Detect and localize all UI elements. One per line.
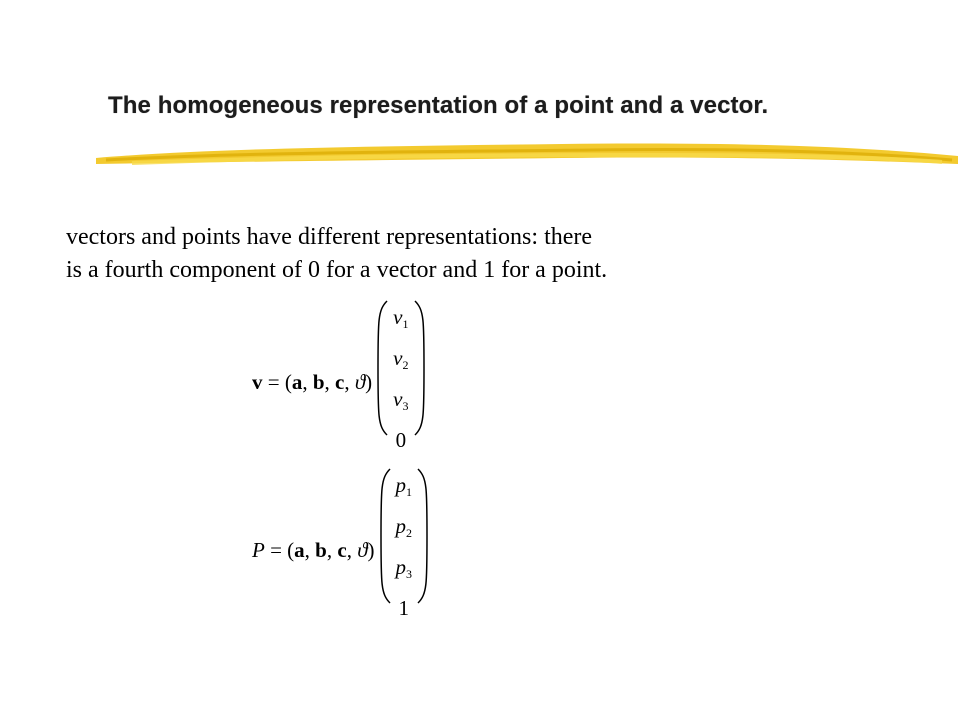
title-highlight-stroke <box>92 130 960 176</box>
cell-letter: 0 <box>395 428 407 452</box>
cell-index: 1 <box>402 317 409 331</box>
body-text: vectors and points have different representations: there is a fourth component of 0 for a vector and 1 for a point. <box>66 224 608 283</box>
right-bracket <box>416 468 430 604</box>
tuple-item: a <box>291 369 303 394</box>
right-bracket <box>413 300 427 436</box>
tuple-item: b <box>312 369 325 394</box>
tuple-item: a <box>294 537 305 562</box>
close-paren: ) <box>367 537 375 562</box>
equation-lhs: P = (a, b, c, ϑ) <box>252 537 375 562</box>
equation-lhs: v = (a, b, c, ϑ) <box>252 369 373 394</box>
cell-letter: p <box>395 555 406 579</box>
component-matrix <box>375 300 426 464</box>
component-matrix <box>378 468 431 632</box>
tuple-item: ϑ <box>354 369 366 394</box>
open-paren: ( <box>284 369 292 394</box>
cell-index: 2 <box>402 358 409 372</box>
tuple-item: c <box>335 369 345 394</box>
tuple-item: c <box>337 537 347 562</box>
close-paren: ) <box>365 369 373 394</box>
cell-letter: v <box>393 305 403 329</box>
tuple-item: ϑ <box>357 537 368 562</box>
cell-letter: p <box>395 514 406 538</box>
lhs-symbol: P <box>252 537 265 562</box>
left-bracket <box>375 300 389 436</box>
slide-title: The homogeneous representation of a point and a vector. <box>108 92 769 119</box>
cell-index: 3 <box>402 399 409 413</box>
tuple-item: b <box>315 537 327 562</box>
point-equation <box>252 468 430 632</box>
left-bracket <box>378 468 392 604</box>
cell-letter: v <box>393 346 403 370</box>
cell-letter: 1 <box>398 596 409 620</box>
lhs-symbol: v <box>252 369 263 394</box>
open-paren: ( <box>287 537 295 562</box>
cell-letter: v <box>393 387 403 411</box>
cell-index: 3 <box>406 567 412 581</box>
cell-letter: p <box>395 473 406 497</box>
equals-sign: = <box>270 537 282 562</box>
vector-equation <box>252 300 427 464</box>
cell-index: 2 <box>406 526 412 540</box>
equals-sign: = <box>267 369 280 394</box>
cell-index: 1 <box>406 485 412 499</box>
